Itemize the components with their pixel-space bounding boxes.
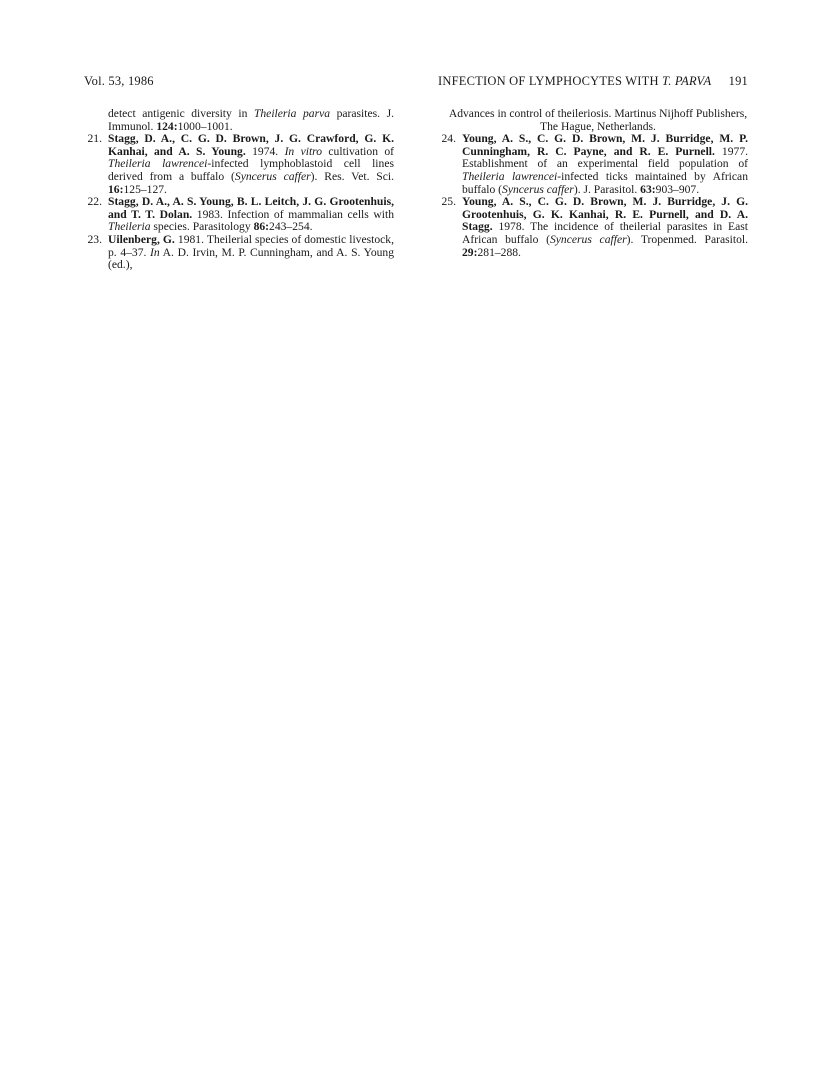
reference-italic: Theileria lawrencei xyxy=(462,169,558,183)
reference-italic: Syncerus caffer xyxy=(549,232,627,246)
volume-year: Vol. 53, 1986 xyxy=(84,74,154,88)
reference-text: -infected ticks maintained by African buffalo ( xyxy=(462,169,748,196)
reference-pages: 243–254. xyxy=(269,220,313,234)
reference-text: ). Res. Vet. Sci. xyxy=(310,169,395,183)
reference-21 xyxy=(84,133,394,196)
running-title-species: T. PARVA xyxy=(662,74,712,88)
reference-24 xyxy=(438,133,748,196)
reference-italic: Theileria xyxy=(108,220,151,234)
reference-text: species. Parasitology xyxy=(150,220,254,234)
reference-pages: 125–127. xyxy=(123,182,167,196)
reference-authors: Stagg, D. A., C. G. D. Brown, J. G. Crawford, G. K. Kanhai, and A. S. Young. xyxy=(108,132,394,158)
reference-italic: Theileria lawrencei xyxy=(108,157,208,171)
cont-journal: parasites. J. Immunol. xyxy=(108,107,394,133)
cont-volume: 124: xyxy=(156,119,178,133)
reference-pages: 281–288. xyxy=(477,245,521,259)
reference-authors: Young, A. S., C. G. D. Brown, M. J. Burridge, J. G. Grootenhuis, G. K. Kanhai, R. E. Purnell, and D. A. Stagg. xyxy=(462,195,748,234)
reference-23 xyxy=(84,234,394,272)
reference-italic: In xyxy=(150,245,160,259)
reference-number: 22. xyxy=(87,195,102,209)
reference-volume: 16: xyxy=(108,182,124,196)
reference-25 xyxy=(438,196,748,259)
reference-number: 24. xyxy=(441,132,456,146)
running-header xyxy=(84,74,748,90)
cont-pages: 1000–1001. xyxy=(177,119,233,133)
reference-pages: 903–907. xyxy=(655,182,700,196)
reference-text: 1978. The incidence of theilerial parasites in East African buffalo ( xyxy=(462,220,748,246)
reference-volume: 86: xyxy=(253,220,270,234)
reference-volume: 63: xyxy=(640,182,656,196)
reference-text: cultivation of xyxy=(322,144,394,158)
reference-text: A. D. Irvin, M. P. Cunningham, and A. S. Young (ed.), xyxy=(108,245,395,272)
running-title xyxy=(438,74,748,89)
reference-number: 25. xyxy=(441,195,456,209)
reference-text: ). J. Parasitol. xyxy=(573,182,641,196)
reference-authors: Stagg, D. A., A. S. Young, B. L. Leitch, J. G. Grootenhuis, and T. T. Dolan. xyxy=(108,195,394,221)
left-column xyxy=(84,108,394,272)
reference-text: ). Tropenmed. Parasitol. xyxy=(626,232,749,246)
reference-number: 21. xyxy=(87,132,102,146)
reference-italic: Syncerus caffer xyxy=(234,169,311,183)
reference-authors: Uilenberg, G. xyxy=(108,232,175,246)
reference-text: 1974. xyxy=(245,144,285,158)
page-number: 191 xyxy=(728,74,748,88)
cont-species: Theileria parva xyxy=(253,107,331,120)
reference-continuation: Advances in control of theileriosis. Martinus Nijhoff Publishers, The Hague, Netherlands. xyxy=(448,107,748,133)
right-column xyxy=(438,108,748,259)
reference-text: 1977. Establishment of an experimental field population of xyxy=(462,144,749,171)
reference-text: -infected lymphoblastoid cell lines derived from a buffalo ( xyxy=(108,157,394,183)
reference-italic: Syncerus caffer xyxy=(502,182,574,196)
cont-text: detect antigenic diversity in xyxy=(108,107,254,120)
reference-number: 23. xyxy=(87,232,102,246)
reference-text: 1983. Infection of mammalian cells with xyxy=(192,207,394,221)
reference-authors: Young, A. S., C. G. D. Brown, M. J. Burridge, M. P. Cunningham, R. C. Payne, and R. E. Purnell. xyxy=(462,132,748,158)
running-title-text: INFECTION OF LYMPHOCYTES WITH xyxy=(438,74,659,88)
reference-text: 1981. Theilerial species of domestic livestock, p. 4–37. xyxy=(108,232,394,259)
reference-continuation xyxy=(84,108,394,133)
reference-volume: 29: xyxy=(462,245,478,259)
reference-italic: In vitro xyxy=(284,144,323,158)
reference-22 xyxy=(84,196,394,234)
